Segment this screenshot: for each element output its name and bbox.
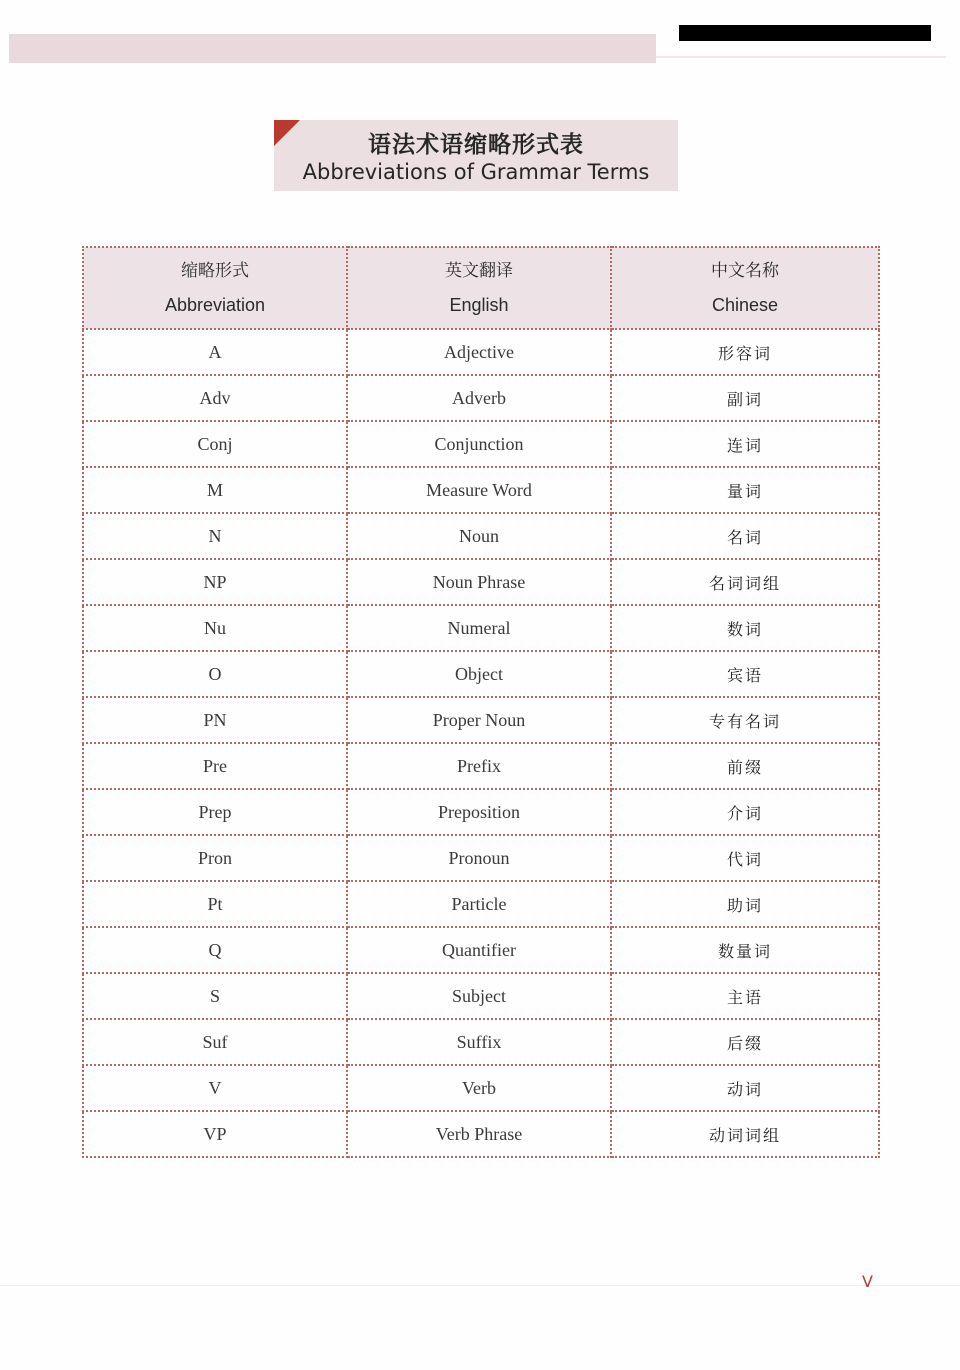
- cell-abbreviation: Suf: [83, 1019, 347, 1065]
- cell-english: Numeral: [347, 605, 611, 651]
- table-row: [83, 743, 879, 789]
- table-row: [83, 1019, 879, 1065]
- cell-chinese: 宾语: [611, 651, 879, 697]
- cell-english: Noun Phrase: [347, 559, 611, 605]
- cell-english: Adjective: [347, 329, 611, 375]
- table-row: [83, 1111, 879, 1157]
- cell-abbreviation: Pt: [83, 881, 347, 927]
- cell-english: Pronoun: [347, 835, 611, 881]
- cell-chinese: 数量词: [611, 927, 879, 973]
- header-label-cn: 缩略形式: [181, 261, 249, 281]
- footer-line: [0, 1285, 960, 1286]
- cell-english: Quantifier: [347, 927, 611, 973]
- cell-english: Noun: [347, 513, 611, 559]
- table-row: [83, 329, 879, 375]
- cell-chinese: 量词: [611, 467, 879, 513]
- cell-abbreviation: Conj: [83, 421, 347, 467]
- cell-abbreviation: S: [83, 973, 347, 1019]
- table-row: [83, 789, 879, 835]
- cell-chinese: 连词: [611, 421, 879, 467]
- cell-english: Adverb: [347, 375, 611, 421]
- cell-abbreviation: N: [83, 513, 347, 559]
- table-row: [83, 927, 879, 973]
- cell-english: Measure Word: [347, 467, 611, 513]
- table-row: [83, 559, 879, 605]
- cell-abbreviation: Prep: [83, 789, 347, 835]
- table-header-row: [83, 247, 879, 329]
- cell-english: Proper Noun: [347, 697, 611, 743]
- table-row: [83, 881, 879, 927]
- cell-abbreviation: Q: [83, 927, 347, 973]
- cell-english: Object: [347, 651, 611, 697]
- top-decorative-band: [9, 34, 656, 63]
- header-english: [347, 247, 611, 329]
- cell-english: Particle: [347, 881, 611, 927]
- table-row: [83, 1065, 879, 1111]
- cell-english: Preposition: [347, 789, 611, 835]
- page-title-chinese: 语法术语缩略形式表: [368, 132, 584, 158]
- cell-chinese: 代词: [611, 835, 879, 881]
- table-row: [83, 697, 879, 743]
- header-label-cn: 中文名称: [711, 261, 779, 281]
- cell-abbreviation: O: [83, 651, 347, 697]
- cell-english: Subject: [347, 973, 611, 1019]
- redaction-bar: [679, 25, 931, 41]
- header-abbreviation: [83, 247, 347, 329]
- cell-abbreviation: Nu: [83, 605, 347, 651]
- cell-abbreviation: VP: [83, 1111, 347, 1157]
- title-box: [274, 120, 678, 191]
- cell-abbreviation: M: [83, 467, 347, 513]
- header-chinese: [611, 247, 879, 329]
- cell-chinese: 动词词组: [611, 1111, 879, 1157]
- cell-abbreviation: NP: [83, 559, 347, 605]
- cell-chinese: 名词词组: [611, 559, 879, 605]
- table-row: [83, 375, 879, 421]
- header-label-en: Abbreviation: [164, 295, 266, 315]
- cell-english: Suffix: [347, 1019, 611, 1065]
- cell-chinese: 专有名词: [611, 697, 879, 743]
- cell-chinese: 数词: [611, 605, 879, 651]
- cell-chinese: 动词: [611, 1065, 879, 1111]
- header-label-cn: 英文翻译: [445, 261, 513, 281]
- table-row: [83, 973, 879, 1019]
- cell-english: Prefix: [347, 743, 611, 789]
- table-row: [83, 835, 879, 881]
- table-row: [83, 651, 879, 697]
- cell-abbreviation: V: [83, 1065, 347, 1111]
- page-number: V: [862, 1272, 873, 1291]
- cell-abbreviation: PN: [83, 697, 347, 743]
- table-row: [83, 421, 879, 467]
- cell-chinese: 主语: [611, 973, 879, 1019]
- cell-abbreviation: Pron: [83, 835, 347, 881]
- cell-abbreviation: Pre: [83, 743, 347, 789]
- cell-chinese: 后缀: [611, 1019, 879, 1065]
- page-title-english: Abbreviations of Grammar Terms: [302, 160, 650, 184]
- cell-chinese: 助词: [611, 881, 879, 927]
- table-row: [83, 467, 879, 513]
- table-row: [83, 513, 879, 559]
- cell-chinese: 介词: [611, 789, 879, 835]
- table-row: [83, 605, 879, 651]
- header-label-en: English: [449, 295, 509, 315]
- top-decorative-line: [656, 56, 946, 58]
- cell-chinese: 前缀: [611, 743, 879, 789]
- cell-english: Verb Phrase: [347, 1111, 611, 1157]
- cell-english: Verb: [347, 1065, 611, 1111]
- abbreviations-table: [82, 246, 880, 1158]
- cell-chinese: 名词: [611, 513, 879, 559]
- cell-chinese: 形容词: [611, 329, 879, 375]
- cell-abbreviation: Adv: [83, 375, 347, 421]
- cell-abbreviation: A: [83, 329, 347, 375]
- header-label-en: Chinese: [711, 295, 779, 315]
- cell-chinese: 副词: [611, 375, 879, 421]
- cell-english: Conjunction: [347, 421, 611, 467]
